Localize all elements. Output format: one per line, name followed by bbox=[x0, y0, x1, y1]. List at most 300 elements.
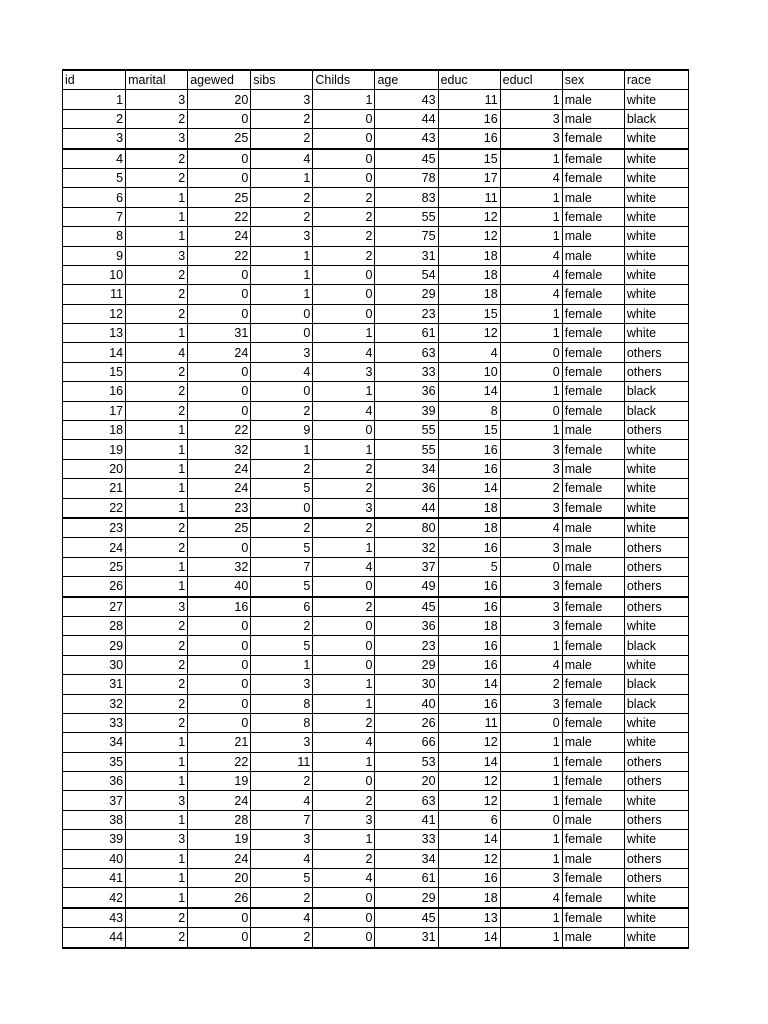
table-cell-sex: female bbox=[562, 324, 624, 343]
table-cell-educ: 14 bbox=[438, 928, 500, 948]
table-cell-educ: 13 bbox=[438, 908, 500, 928]
table-cell-marital: 2 bbox=[126, 382, 188, 401]
table-cell-educl: 1 bbox=[500, 382, 562, 401]
table-cell-id: 39 bbox=[63, 830, 126, 849]
table-cell-marital: 2 bbox=[126, 713, 188, 732]
table-cell-marital: 2 bbox=[126, 694, 188, 713]
table-cell-id: 18 bbox=[63, 421, 126, 440]
table-cell-sex: female bbox=[562, 791, 624, 810]
table-cell-childs: 4 bbox=[313, 557, 375, 576]
table-cell-educl: 1 bbox=[500, 928, 562, 948]
table-cell-agewed: 28 bbox=[188, 810, 251, 829]
table-cell-sibs: 2 bbox=[251, 772, 313, 791]
table-cell-agewed: 24 bbox=[188, 459, 251, 478]
table-cell-sibs: 5 bbox=[251, 636, 313, 655]
table-cell-educ: 18 bbox=[438, 498, 500, 518]
table-cell-id: 40 bbox=[63, 849, 126, 868]
table-cell-race: others bbox=[624, 869, 688, 888]
table-cell-educl: 3 bbox=[500, 538, 562, 557]
table-row bbox=[63, 772, 689, 791]
table-cell-sex: male bbox=[562, 557, 624, 576]
column-header-race: race bbox=[624, 70, 688, 90]
table-cell-sex: female bbox=[562, 285, 624, 304]
table-row bbox=[63, 849, 689, 868]
table-cell-id: 3 bbox=[63, 129, 126, 149]
table-cell-educ: 16 bbox=[438, 577, 500, 597]
table-cell-agewed: 0 bbox=[188, 149, 251, 169]
table-cell-agewed: 25 bbox=[188, 518, 251, 538]
table-row bbox=[63, 362, 689, 381]
table-cell-sibs: 4 bbox=[251, 908, 313, 928]
column-header-marital: marital bbox=[126, 70, 188, 90]
table-row bbox=[63, 188, 689, 207]
table-cell-educ: 5 bbox=[438, 557, 500, 576]
table-cell-agewed: 24 bbox=[188, 479, 251, 498]
table-cell-educ: 12 bbox=[438, 849, 500, 868]
table-cell-agewed: 22 bbox=[188, 421, 251, 440]
table-cell-age: 83 bbox=[375, 188, 438, 207]
table-cell-childs: 4 bbox=[313, 733, 375, 752]
table-cell-educ: 18 bbox=[438, 265, 500, 284]
header-row bbox=[63, 70, 689, 90]
table-cell-age: 43 bbox=[375, 129, 438, 149]
table-cell-educl: 1 bbox=[500, 772, 562, 791]
table-cell-educ: 12 bbox=[438, 207, 500, 226]
table-cell-sex: female bbox=[562, 343, 624, 362]
table-cell-marital: 1 bbox=[126, 188, 188, 207]
table-cell-marital: 2 bbox=[126, 149, 188, 169]
table-row bbox=[63, 810, 689, 829]
table-cell-sibs: 2 bbox=[251, 109, 313, 128]
table-cell-sibs: 3 bbox=[251, 733, 313, 752]
table-cell-sibs: 1 bbox=[251, 168, 313, 187]
table-cell-age: 20 bbox=[375, 772, 438, 791]
table-cell-childs: 0 bbox=[313, 908, 375, 928]
table-body bbox=[63, 90, 689, 948]
table-cell-childs: 1 bbox=[313, 90, 375, 109]
column-header-educl: educl bbox=[500, 70, 562, 90]
table-cell-agewed: 0 bbox=[188, 908, 251, 928]
table-cell-educl: 4 bbox=[500, 518, 562, 538]
table-cell-race: white bbox=[624, 498, 688, 518]
table-cell-id: 11 bbox=[63, 285, 126, 304]
table-cell-race: white bbox=[624, 227, 688, 246]
table-cell-educl: 3 bbox=[500, 869, 562, 888]
table-cell-race: others bbox=[624, 752, 688, 771]
table-cell-educl: 1 bbox=[500, 207, 562, 226]
table-cell-childs: 1 bbox=[313, 440, 375, 459]
table-row bbox=[63, 401, 689, 420]
table-cell-marital: 1 bbox=[126, 207, 188, 226]
table-cell-educl: 4 bbox=[500, 655, 562, 674]
table-cell-id: 7 bbox=[63, 207, 126, 226]
table-cell-id: 43 bbox=[63, 908, 126, 928]
table-cell-marital: 2 bbox=[126, 928, 188, 948]
table-cell-educl: 1 bbox=[500, 791, 562, 810]
table-cell-sex: female bbox=[562, 265, 624, 284]
table-cell-id: 6 bbox=[63, 188, 126, 207]
table-cell-childs: 1 bbox=[313, 830, 375, 849]
table-cell-educ: 14 bbox=[438, 479, 500, 498]
table-cell-sibs: 4 bbox=[251, 149, 313, 169]
table-cell-educl: 3 bbox=[500, 459, 562, 478]
column-header-age: age bbox=[375, 70, 438, 90]
table-cell-id: 23 bbox=[63, 518, 126, 538]
table-cell-educl: 3 bbox=[500, 577, 562, 597]
table-cell-race: white bbox=[624, 207, 688, 226]
table-cell-marital: 1 bbox=[126, 752, 188, 771]
table-cell-age: 23 bbox=[375, 304, 438, 323]
table-cell-age: 80 bbox=[375, 518, 438, 538]
table-cell-id: 21 bbox=[63, 479, 126, 498]
table-cell-childs: 2 bbox=[313, 459, 375, 478]
table-cell-age: 30 bbox=[375, 675, 438, 694]
table-cell-marital: 2 bbox=[126, 908, 188, 928]
table-cell-race: white bbox=[624, 479, 688, 498]
table-row bbox=[63, 421, 689, 440]
table-cell-agewed: 0 bbox=[188, 928, 251, 948]
table-cell-educl: 1 bbox=[500, 188, 562, 207]
table-cell-sibs: 9 bbox=[251, 421, 313, 440]
table-cell-educ: 11 bbox=[438, 90, 500, 109]
table-cell-educl: 3 bbox=[500, 109, 562, 128]
table-cell-educ: 12 bbox=[438, 324, 500, 343]
table-cell-age: 78 bbox=[375, 168, 438, 187]
table-cell-agewed: 0 bbox=[188, 168, 251, 187]
table-cell-id: 10 bbox=[63, 265, 126, 284]
table-cell-marital: 3 bbox=[126, 830, 188, 849]
table-cell-sibs: 3 bbox=[251, 675, 313, 694]
table-cell-childs: 1 bbox=[313, 382, 375, 401]
table-cell-sibs: 4 bbox=[251, 791, 313, 810]
table-cell-childs: 2 bbox=[313, 713, 375, 732]
table-row bbox=[63, 636, 689, 655]
table-cell-race: white bbox=[624, 459, 688, 478]
table-cell-educl: 3 bbox=[500, 616, 562, 635]
table-cell-age: 36 bbox=[375, 616, 438, 635]
table-cell-sex: female bbox=[562, 168, 624, 187]
table-cell-childs: 1 bbox=[313, 752, 375, 771]
table-cell-childs: 1 bbox=[313, 694, 375, 713]
table-cell-sibs: 4 bbox=[251, 362, 313, 381]
table-cell-educl: 1 bbox=[500, 324, 562, 343]
table-cell-sibs: 0 bbox=[251, 324, 313, 343]
table-cell-sibs: 0 bbox=[251, 498, 313, 518]
table-cell-agewed: 0 bbox=[188, 401, 251, 420]
table-cell-agewed: 24 bbox=[188, 343, 251, 362]
table-cell-race: white bbox=[624, 168, 688, 187]
table-cell-race: white bbox=[624, 324, 688, 343]
table-cell-age: 33 bbox=[375, 830, 438, 849]
table-cell-childs: 3 bbox=[313, 498, 375, 518]
table-cell-race: white bbox=[624, 246, 688, 265]
table-cell-sibs: 3 bbox=[251, 830, 313, 849]
table-cell-educ: 16 bbox=[438, 694, 500, 713]
table-cell-sibs: 0 bbox=[251, 304, 313, 323]
table-cell-agewed: 0 bbox=[188, 109, 251, 128]
table-cell-race: white bbox=[624, 908, 688, 928]
table-cell-marital: 1 bbox=[126, 577, 188, 597]
table-cell-race: white bbox=[624, 888, 688, 908]
table-cell-agewed: 20 bbox=[188, 90, 251, 109]
table-cell-id: 4 bbox=[63, 149, 126, 169]
table-cell-race: others bbox=[624, 343, 688, 362]
table-cell-race: white bbox=[624, 616, 688, 635]
table-cell-id: 30 bbox=[63, 655, 126, 674]
table-cell-sex: male bbox=[562, 849, 624, 868]
table-cell-sibs: 0 bbox=[251, 382, 313, 401]
table-cell-agewed: 19 bbox=[188, 830, 251, 849]
table-cell-race: black bbox=[624, 382, 688, 401]
table-cell-age: 34 bbox=[375, 459, 438, 478]
table-cell-marital: 2 bbox=[126, 518, 188, 538]
table-cell-age: 34 bbox=[375, 849, 438, 868]
table-cell-race: white bbox=[624, 518, 688, 538]
table-cell-agewed: 32 bbox=[188, 557, 251, 576]
table-cell-id: 38 bbox=[63, 810, 126, 829]
table-cell-educl: 1 bbox=[500, 227, 562, 246]
table-cell-sibs: 7 bbox=[251, 810, 313, 829]
table-cell-educl: 0 bbox=[500, 713, 562, 732]
table-cell-educ: 6 bbox=[438, 810, 500, 829]
table-cell-agewed: 0 bbox=[188, 694, 251, 713]
table-cell-marital: 3 bbox=[126, 246, 188, 265]
table-cell-marital: 1 bbox=[126, 498, 188, 518]
table-cell-marital: 1 bbox=[126, 324, 188, 343]
table-cell-sex: male bbox=[562, 109, 624, 128]
table-cell-childs: 0 bbox=[313, 616, 375, 635]
table-cell-educl: 4 bbox=[500, 246, 562, 265]
table-cell-marital: 2 bbox=[126, 168, 188, 187]
table-cell-id: 34 bbox=[63, 733, 126, 752]
table-cell-race: others bbox=[624, 538, 688, 557]
table-cell-educ: 16 bbox=[438, 109, 500, 128]
table-cell-agewed: 20 bbox=[188, 869, 251, 888]
table-cell-id: 27 bbox=[63, 597, 126, 617]
table-cell-race: white bbox=[624, 265, 688, 284]
table-cell-educl: 4 bbox=[500, 168, 562, 187]
table-cell-age: 44 bbox=[375, 498, 438, 518]
table-row bbox=[63, 928, 689, 948]
table-cell-sex: female bbox=[562, 382, 624, 401]
table-cell-childs: 2 bbox=[313, 597, 375, 617]
table-cell-marital: 1 bbox=[126, 869, 188, 888]
table-cell-agewed: 25 bbox=[188, 188, 251, 207]
table-cell-age: 61 bbox=[375, 869, 438, 888]
table-cell-marital: 2 bbox=[126, 616, 188, 635]
table-row bbox=[63, 577, 689, 597]
table-row bbox=[63, 324, 689, 343]
table-cell-race: black bbox=[624, 636, 688, 655]
table-cell-sex: male bbox=[562, 421, 624, 440]
table-cell-sex: female bbox=[562, 129, 624, 149]
table-cell-agewed: 0 bbox=[188, 675, 251, 694]
table-cell-childs: 3 bbox=[313, 810, 375, 829]
table-cell-id: 36 bbox=[63, 772, 126, 791]
table-cell-educl: 2 bbox=[500, 675, 562, 694]
table-cell-sex: female bbox=[562, 636, 624, 655]
table-cell-race: white bbox=[624, 733, 688, 752]
table-cell-educl: 3 bbox=[500, 440, 562, 459]
table-cell-agewed: 22 bbox=[188, 207, 251, 226]
table-cell-educl: 1 bbox=[500, 90, 562, 109]
table-cell-educ: 18 bbox=[438, 616, 500, 635]
table-cell-race: white bbox=[624, 129, 688, 149]
table-cell-race: white bbox=[624, 655, 688, 674]
table-cell-sex: female bbox=[562, 304, 624, 323]
table-cell-race: black bbox=[624, 109, 688, 128]
table-cell-sex: female bbox=[562, 440, 624, 459]
table-cell-marital: 1 bbox=[126, 459, 188, 478]
table-cell-educl: 1 bbox=[500, 149, 562, 169]
table-cell-sex: female bbox=[562, 772, 624, 791]
table-cell-age: 66 bbox=[375, 733, 438, 752]
table-cell-id: 35 bbox=[63, 752, 126, 771]
table-cell-agewed: 0 bbox=[188, 265, 251, 284]
table-cell-educl: 3 bbox=[500, 129, 562, 149]
table-cell-sex: female bbox=[562, 498, 624, 518]
table-cell-agewed: 0 bbox=[188, 304, 251, 323]
table-cell-marital: 2 bbox=[126, 538, 188, 557]
table-cell-age: 55 bbox=[375, 207, 438, 226]
table-row bbox=[63, 109, 689, 128]
table-cell-agewed: 0 bbox=[188, 655, 251, 674]
table-cell-educ: 18 bbox=[438, 285, 500, 304]
table-cell-agewed: 0 bbox=[188, 362, 251, 381]
table-cell-id: 16 bbox=[63, 382, 126, 401]
table-cell-educ: 12 bbox=[438, 791, 500, 810]
table-cell-id: 22 bbox=[63, 498, 126, 518]
table-cell-sex: female bbox=[562, 830, 624, 849]
table-cell-id: 33 bbox=[63, 713, 126, 732]
table-cell-sibs: 2 bbox=[251, 459, 313, 478]
table-cell-sibs: 4 bbox=[251, 849, 313, 868]
table-cell-marital: 1 bbox=[126, 440, 188, 459]
table-cell-educ: 12 bbox=[438, 772, 500, 791]
table-cell-childs: 0 bbox=[313, 928, 375, 948]
table-cell-sex: female bbox=[562, 888, 624, 908]
column-header-sex: sex bbox=[562, 70, 624, 90]
table-cell-educ: 14 bbox=[438, 382, 500, 401]
table-cell-race: white bbox=[624, 90, 688, 109]
table-cell-sibs: 3 bbox=[251, 227, 313, 246]
table-cell-childs: 2 bbox=[313, 188, 375, 207]
table-cell-sex: female bbox=[562, 713, 624, 732]
table-cell-sex: male bbox=[562, 538, 624, 557]
table-cell-educl: 0 bbox=[500, 557, 562, 576]
table-row bbox=[63, 265, 689, 284]
table-cell-id: 13 bbox=[63, 324, 126, 343]
table-cell-sibs: 2 bbox=[251, 207, 313, 226]
table-cell-age: 40 bbox=[375, 694, 438, 713]
table-cell-educ: 10 bbox=[438, 362, 500, 381]
table-cell-sex: male bbox=[562, 188, 624, 207]
table-cell-age: 41 bbox=[375, 810, 438, 829]
table-cell-marital: 1 bbox=[126, 733, 188, 752]
table-cell-sibs: 2 bbox=[251, 928, 313, 948]
table-cell-age: 75 bbox=[375, 227, 438, 246]
table-cell-educ: 12 bbox=[438, 733, 500, 752]
table-cell-educl: 3 bbox=[500, 694, 562, 713]
table-cell-childs: 2 bbox=[313, 207, 375, 226]
table-cell-race: white bbox=[624, 304, 688, 323]
table-cell-marital: 1 bbox=[126, 421, 188, 440]
table-cell-id: 20 bbox=[63, 459, 126, 478]
table-cell-id: 26 bbox=[63, 577, 126, 597]
table-cell-sex: female bbox=[562, 149, 624, 169]
table-cell-sex: female bbox=[562, 908, 624, 928]
table-row bbox=[63, 304, 689, 323]
table-cell-sex: female bbox=[562, 694, 624, 713]
table-cell-childs: 0 bbox=[313, 655, 375, 674]
table-row bbox=[63, 227, 689, 246]
table-row bbox=[63, 830, 689, 849]
table-cell-educ: 14 bbox=[438, 675, 500, 694]
table-cell-age: 31 bbox=[375, 246, 438, 265]
table-cell-sibs: 3 bbox=[251, 90, 313, 109]
table-cell-educ: 11 bbox=[438, 188, 500, 207]
table-cell-age: 29 bbox=[375, 285, 438, 304]
table-cell-age: 33 bbox=[375, 362, 438, 381]
table-cell-sibs: 2 bbox=[251, 188, 313, 207]
table-cell-age: 55 bbox=[375, 421, 438, 440]
table-row bbox=[63, 207, 689, 226]
table-cell-educl: 1 bbox=[500, 908, 562, 928]
table-cell-childs: 1 bbox=[313, 324, 375, 343]
table-cell-agewed: 22 bbox=[188, 246, 251, 265]
table-cell-id: 1 bbox=[63, 90, 126, 109]
table-cell-race: white bbox=[624, 830, 688, 849]
table-cell-sibs: 5 bbox=[251, 577, 313, 597]
table-cell-marital: 3 bbox=[126, 791, 188, 810]
table-cell-educ: 18 bbox=[438, 888, 500, 908]
table-cell-age: 29 bbox=[375, 888, 438, 908]
table-cell-childs: 0 bbox=[313, 129, 375, 149]
column-header-agewed: agewed bbox=[188, 70, 251, 90]
table-cell-marital: 1 bbox=[126, 479, 188, 498]
table-cell-agewed: 0 bbox=[188, 636, 251, 655]
table-row bbox=[63, 168, 689, 187]
table-cell-sibs: 5 bbox=[251, 479, 313, 498]
table-cell-educl: 0 bbox=[500, 401, 562, 420]
data-table bbox=[62, 69, 689, 949]
table-cell-educ: 8 bbox=[438, 401, 500, 420]
table-cell-marital: 1 bbox=[126, 888, 188, 908]
table-cell-sex: female bbox=[562, 616, 624, 635]
table-cell-marital: 1 bbox=[126, 810, 188, 829]
table-row bbox=[63, 888, 689, 908]
table-cell-race: others bbox=[624, 557, 688, 576]
table-cell-sibs: 1 bbox=[251, 265, 313, 284]
table-cell-id: 9 bbox=[63, 246, 126, 265]
table-cell-race: others bbox=[624, 810, 688, 829]
table-cell-educl: 1 bbox=[500, 849, 562, 868]
table-cell-id: 42 bbox=[63, 888, 126, 908]
table-cell-sex: female bbox=[562, 577, 624, 597]
table-cell-agewed: 24 bbox=[188, 791, 251, 810]
table-cell-age: 36 bbox=[375, 382, 438, 401]
table-cell-educ: 17 bbox=[438, 168, 500, 187]
table-cell-sex: male bbox=[562, 733, 624, 752]
table-cell-age: 54 bbox=[375, 265, 438, 284]
table-cell-race: black bbox=[624, 401, 688, 420]
table-cell-id: 25 bbox=[63, 557, 126, 576]
table-cell-marital: 2 bbox=[126, 362, 188, 381]
table-cell-id: 24 bbox=[63, 538, 126, 557]
table-cell-id: 2 bbox=[63, 109, 126, 128]
table-cell-id: 37 bbox=[63, 791, 126, 810]
table-cell-educ: 15 bbox=[438, 304, 500, 323]
